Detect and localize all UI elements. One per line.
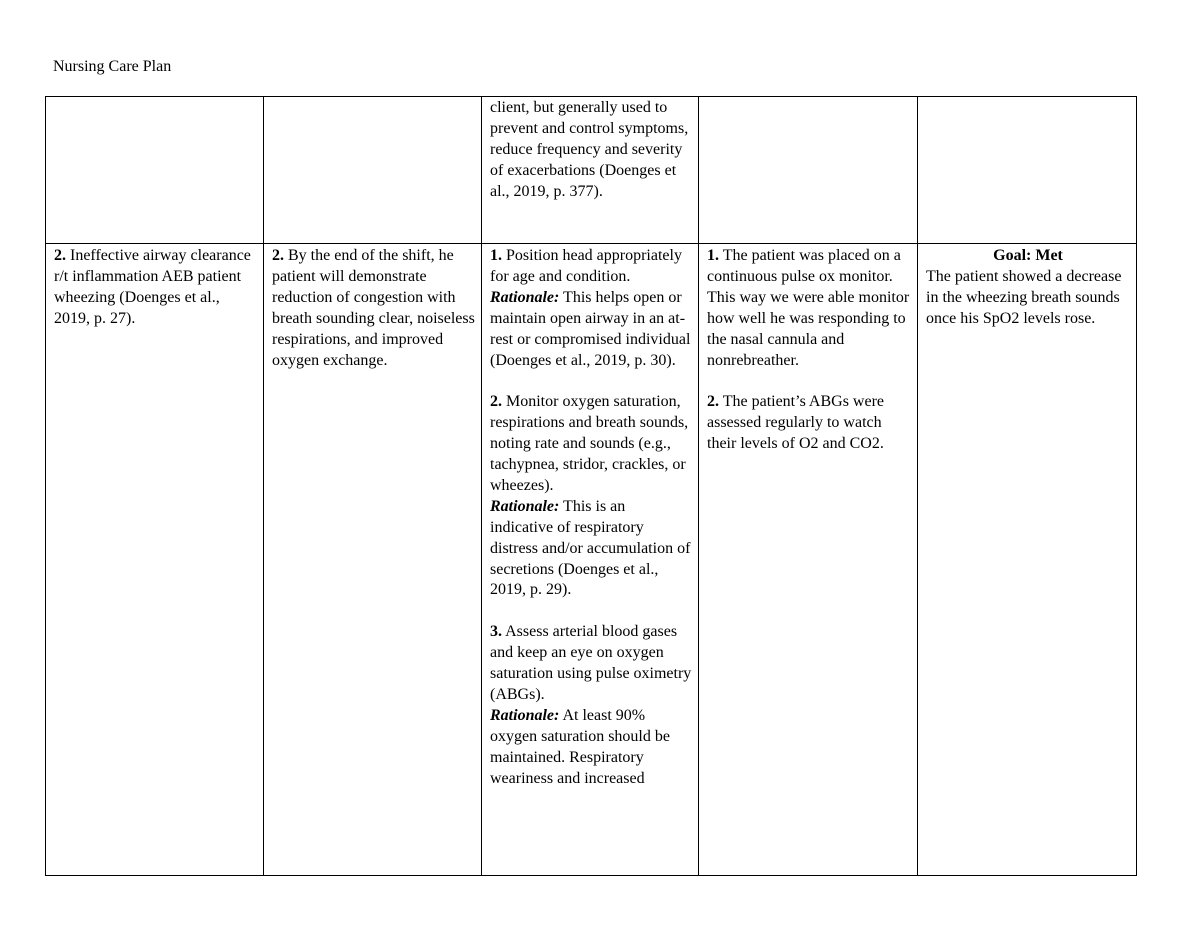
intervention-number: 2. — [490, 393, 502, 411]
rationale — [490, 497, 692, 602]
diagnosis-number: 2. — [54, 247, 66, 264]
intervention-item — [490, 246, 692, 371]
rationale — [490, 288, 692, 372]
care-plan-table — [45, 96, 1137, 876]
diagnosis-text: Ineffective airway clearance r/t inflammation AEB patient wheezing (Doenges et al., 2019, p. 27). — [54, 247, 251, 327]
evaluation-cell-empty — [918, 97, 1137, 244]
implementation-item — [707, 392, 911, 455]
rationale-text: At least 90% oxygen saturation should be maintained. Respiratory weariness and increased — [490, 706, 670, 787]
intervention-item — [490, 392, 692, 601]
evaluation-cell — [918, 244, 1137, 876]
intervention-text: Position head appropriately for age and condition. — [490, 247, 682, 285]
rationale-text: This helps open or maintain open airway in an at-rest or compromised individual (Doenges et al., 2019, p. 30). — [490, 288, 691, 369]
implementation-text: The patient was placed on a continuous pulse ox monitor. This way we were able monitor how well he was responding to the nasal cannula and nonrebreather. — [707, 247, 910, 369]
intervention-text: Monitor oxygen saturation, respirations and breath sounds, noting rate and sounds (e.g., tachypnea, stridor, crackles, or wheezes). — [490, 393, 689, 494]
interventions-cell-continued — [482, 97, 699, 244]
page-title: Nursing Care Plan — [53, 58, 172, 75]
rationale-label: Rationale: — [490, 497, 560, 515]
diagnosis-cell — [46, 244, 264, 876]
table-row-continued — [46, 97, 1137, 244]
rationale-label: Rationale: — [490, 706, 560, 724]
interventions-cell — [482, 244, 699, 876]
outcome-cell-empty — [264, 97, 482, 244]
intervention-number: 3. — [490, 623, 502, 641]
outcome-cell — [264, 244, 482, 876]
outcome-text: By the end of the shift, he patient will demonstrate reduction of congestion with breath sounding clear, noiseless respirations, and improved oxygen exchange. — [272, 247, 475, 369]
table-row-diagnosis-2 — [46, 244, 1137, 876]
rationale-text: This is an indicative of respiratory distress and/or accumulation of secretions (Doenges et al., 2019, p. 29). — [490, 497, 691, 599]
implementation-cell-empty — [699, 97, 918, 244]
intervention-text: Assess arterial blood gases and keep an eye on oxygen saturation using pulse oximetry (ABGs). — [490, 623, 692, 703]
implementation-number: 1. — [707, 247, 719, 264]
implementation-text: The patient’s ABGs were assessed regularly to watch their levels of O2 and CO2. — [707, 393, 885, 453]
implementation-cell — [699, 244, 918, 876]
continued-interventions-text: client, but generally used to prevent and control symptoms, reduce frequency and severity of exacerbations (Doenges et al., 2019, p. 377). — [490, 99, 689, 200]
intervention-number: 1. — [490, 247, 502, 264]
implementation-number: 2. — [707, 393, 719, 411]
implementation-item — [707, 246, 911, 371]
rationale-label: Rationale: — [490, 288, 560, 306]
evaluation-text: The patient showed a decrease in the wheezing breath sounds once his SpO2 levels rose. — [926, 267, 1122, 327]
diagnosis-cell-empty — [46, 97, 264, 244]
outcome-number: 2. — [272, 247, 284, 264]
rationale — [490, 706, 692, 790]
intervention-item — [490, 622, 692, 789]
goal-status: Goal: Met — [993, 247, 1063, 264]
